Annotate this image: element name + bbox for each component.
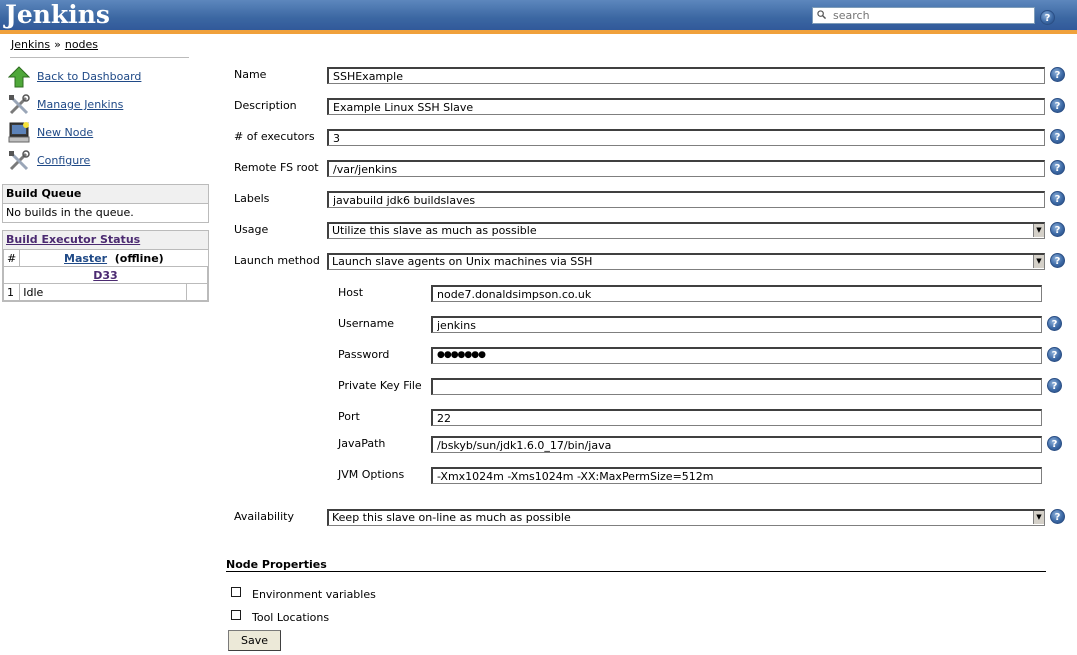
task-label[interactable]: Manage Jenkins — [37, 98, 124, 111]
master-link[interactable]: Master — [64, 251, 108, 265]
task-label[interactable]: Configure — [37, 154, 91, 167]
help-icon[interactable]: ? — [1047, 378, 1062, 393]
password-input[interactable]: ●●●●●●● — [431, 347, 1042, 364]
javapath-input[interactable] — [431, 436, 1042, 453]
help-icon[interactable]: ? — [1050, 160, 1065, 175]
javapath-label: JavaPath — [338, 437, 386, 450]
help-icon[interactable]: ? — [1040, 10, 1055, 25]
up-arrow-icon — [8, 66, 30, 88]
name-label: Name — [234, 68, 267, 81]
node-link[interactable]: D33 — [93, 268, 118, 282]
computer-icon — [8, 122, 30, 144]
help-icon[interactable]: ? — [1050, 191, 1065, 206]
node-properties-divider — [226, 571, 1046, 572]
column-header-number: # — [4, 250, 20, 267]
description-label: Description — [234, 99, 297, 112]
search-input[interactable] — [833, 8, 1031, 23]
chevron-down-icon: ▼ — [1033, 255, 1044, 268]
usage-label: Usage — [234, 223, 269, 236]
help-icon[interactable]: ? — [1050, 509, 1065, 524]
build-queue-title: Build Queue — [3, 185, 208, 204]
username-input[interactable] — [431, 316, 1042, 333]
port-input[interactable] — [431, 409, 1042, 426]
header-stripe — [0, 30, 1077, 34]
executor-table — [3, 249, 208, 301]
node-header — [4, 267, 208, 284]
breadcrumb — [11, 38, 98, 51]
help-icon[interactable]: ? — [1047, 436, 1062, 451]
help-icon[interactable]: ? — [1050, 222, 1065, 237]
help-icon[interactable]: ? — [1050, 129, 1065, 144]
help-icon[interactable]: ? — [1047, 316, 1062, 331]
node-properties-title: Node Properties — [226, 558, 327, 571]
availability-select[interactable] — [327, 509, 1045, 526]
breadcrumb-divider — [10, 57, 189, 58]
labels-input[interactable] — [327, 191, 1045, 208]
top-header — [0, 0, 1077, 30]
host-input[interactable] — [431, 285, 1042, 302]
username-label: Username — [338, 317, 395, 330]
help-icon[interactable]: ? — [1050, 67, 1065, 82]
help-icon[interactable]: ? — [1050, 253, 1065, 268]
table-row — [4, 284, 208, 301]
availability-label: Availability — [234, 510, 294, 523]
breadcrumb-jenkins[interactable]: Jenkins — [11, 38, 51, 51]
jvm-options-label: JVM Options — [338, 468, 405, 481]
usage-selected-value: Utilize this slave as much as possible — [332, 224, 537, 237]
executors-input[interactable] — [327, 129, 1045, 146]
help-icon[interactable]: ? — [1050, 98, 1065, 113]
build-queue-pane — [2, 184, 209, 223]
description-input[interactable] — [327, 98, 1045, 115]
remote-fs-input[interactable] — [327, 160, 1045, 177]
tools-icon — [8, 94, 30, 116]
launch-method-selected-value: Launch slave agents on Unix machines via SSH — [332, 255, 593, 268]
env-vars-checkbox[interactable] — [231, 587, 241, 597]
breadcrumb-nodes[interactable]: nodes — [64, 38, 99, 51]
chevron-down-icon: ▼ — [1033, 224, 1044, 237]
save-button[interactable]: Save — [228, 630, 281, 651]
private-key-label: Private Key File — [338, 379, 422, 392]
env-vars-label: Environment variables — [252, 588, 376, 601]
jenkins-logo[interactable]: Jenkins — [5, 0, 110, 29]
port-label: Port — [338, 410, 360, 423]
search-box[interactable] — [812, 7, 1035, 24]
help-icon[interactable]: ? — [1047, 347, 1062, 362]
executor-status-link[interactable]: Build Executor Status — [6, 233, 141, 246]
tool-locations-checkbox[interactable] — [231, 610, 241, 620]
executors-label: # of executors — [234, 130, 315, 143]
executor-status: Idle — [20, 284, 187, 301]
executor-status-pane — [2, 230, 209, 302]
launch-method-label: Launch method — [234, 254, 320, 267]
tools-icon — [8, 150, 30, 172]
jvm-options-input[interactable] — [431, 467, 1042, 484]
breadcrumb-separator: » — [54, 38, 61, 51]
master-header — [20, 250, 208, 267]
remote-fs-label: Remote FS root — [234, 161, 319, 174]
build-queue-message: No builds in the queue. — [6, 206, 134, 219]
task-label[interactable]: New Node — [37, 126, 94, 139]
task-label[interactable]: Back to Dashboard — [37, 70, 142, 83]
tool-locations-label: Tool Locations — [252, 611, 330, 624]
usage-select[interactable] — [327, 222, 1045, 239]
chevron-down-icon: ▼ — [1033, 511, 1044, 524]
availability-selected-value: Keep this slave on-line as much as possible — [332, 511, 571, 524]
executor-number: 1 — [4, 284, 20, 301]
password-label: Password — [338, 348, 390, 361]
host-label: Host — [338, 286, 364, 299]
master-status: (offline) — [114, 251, 164, 265]
private-key-input[interactable] — [431, 378, 1042, 395]
search-icon — [817, 10, 826, 19]
launch-method-select[interactable] — [327, 253, 1045, 270]
name-input[interactable] — [327, 67, 1045, 84]
labels-label: Labels — [234, 192, 270, 205]
